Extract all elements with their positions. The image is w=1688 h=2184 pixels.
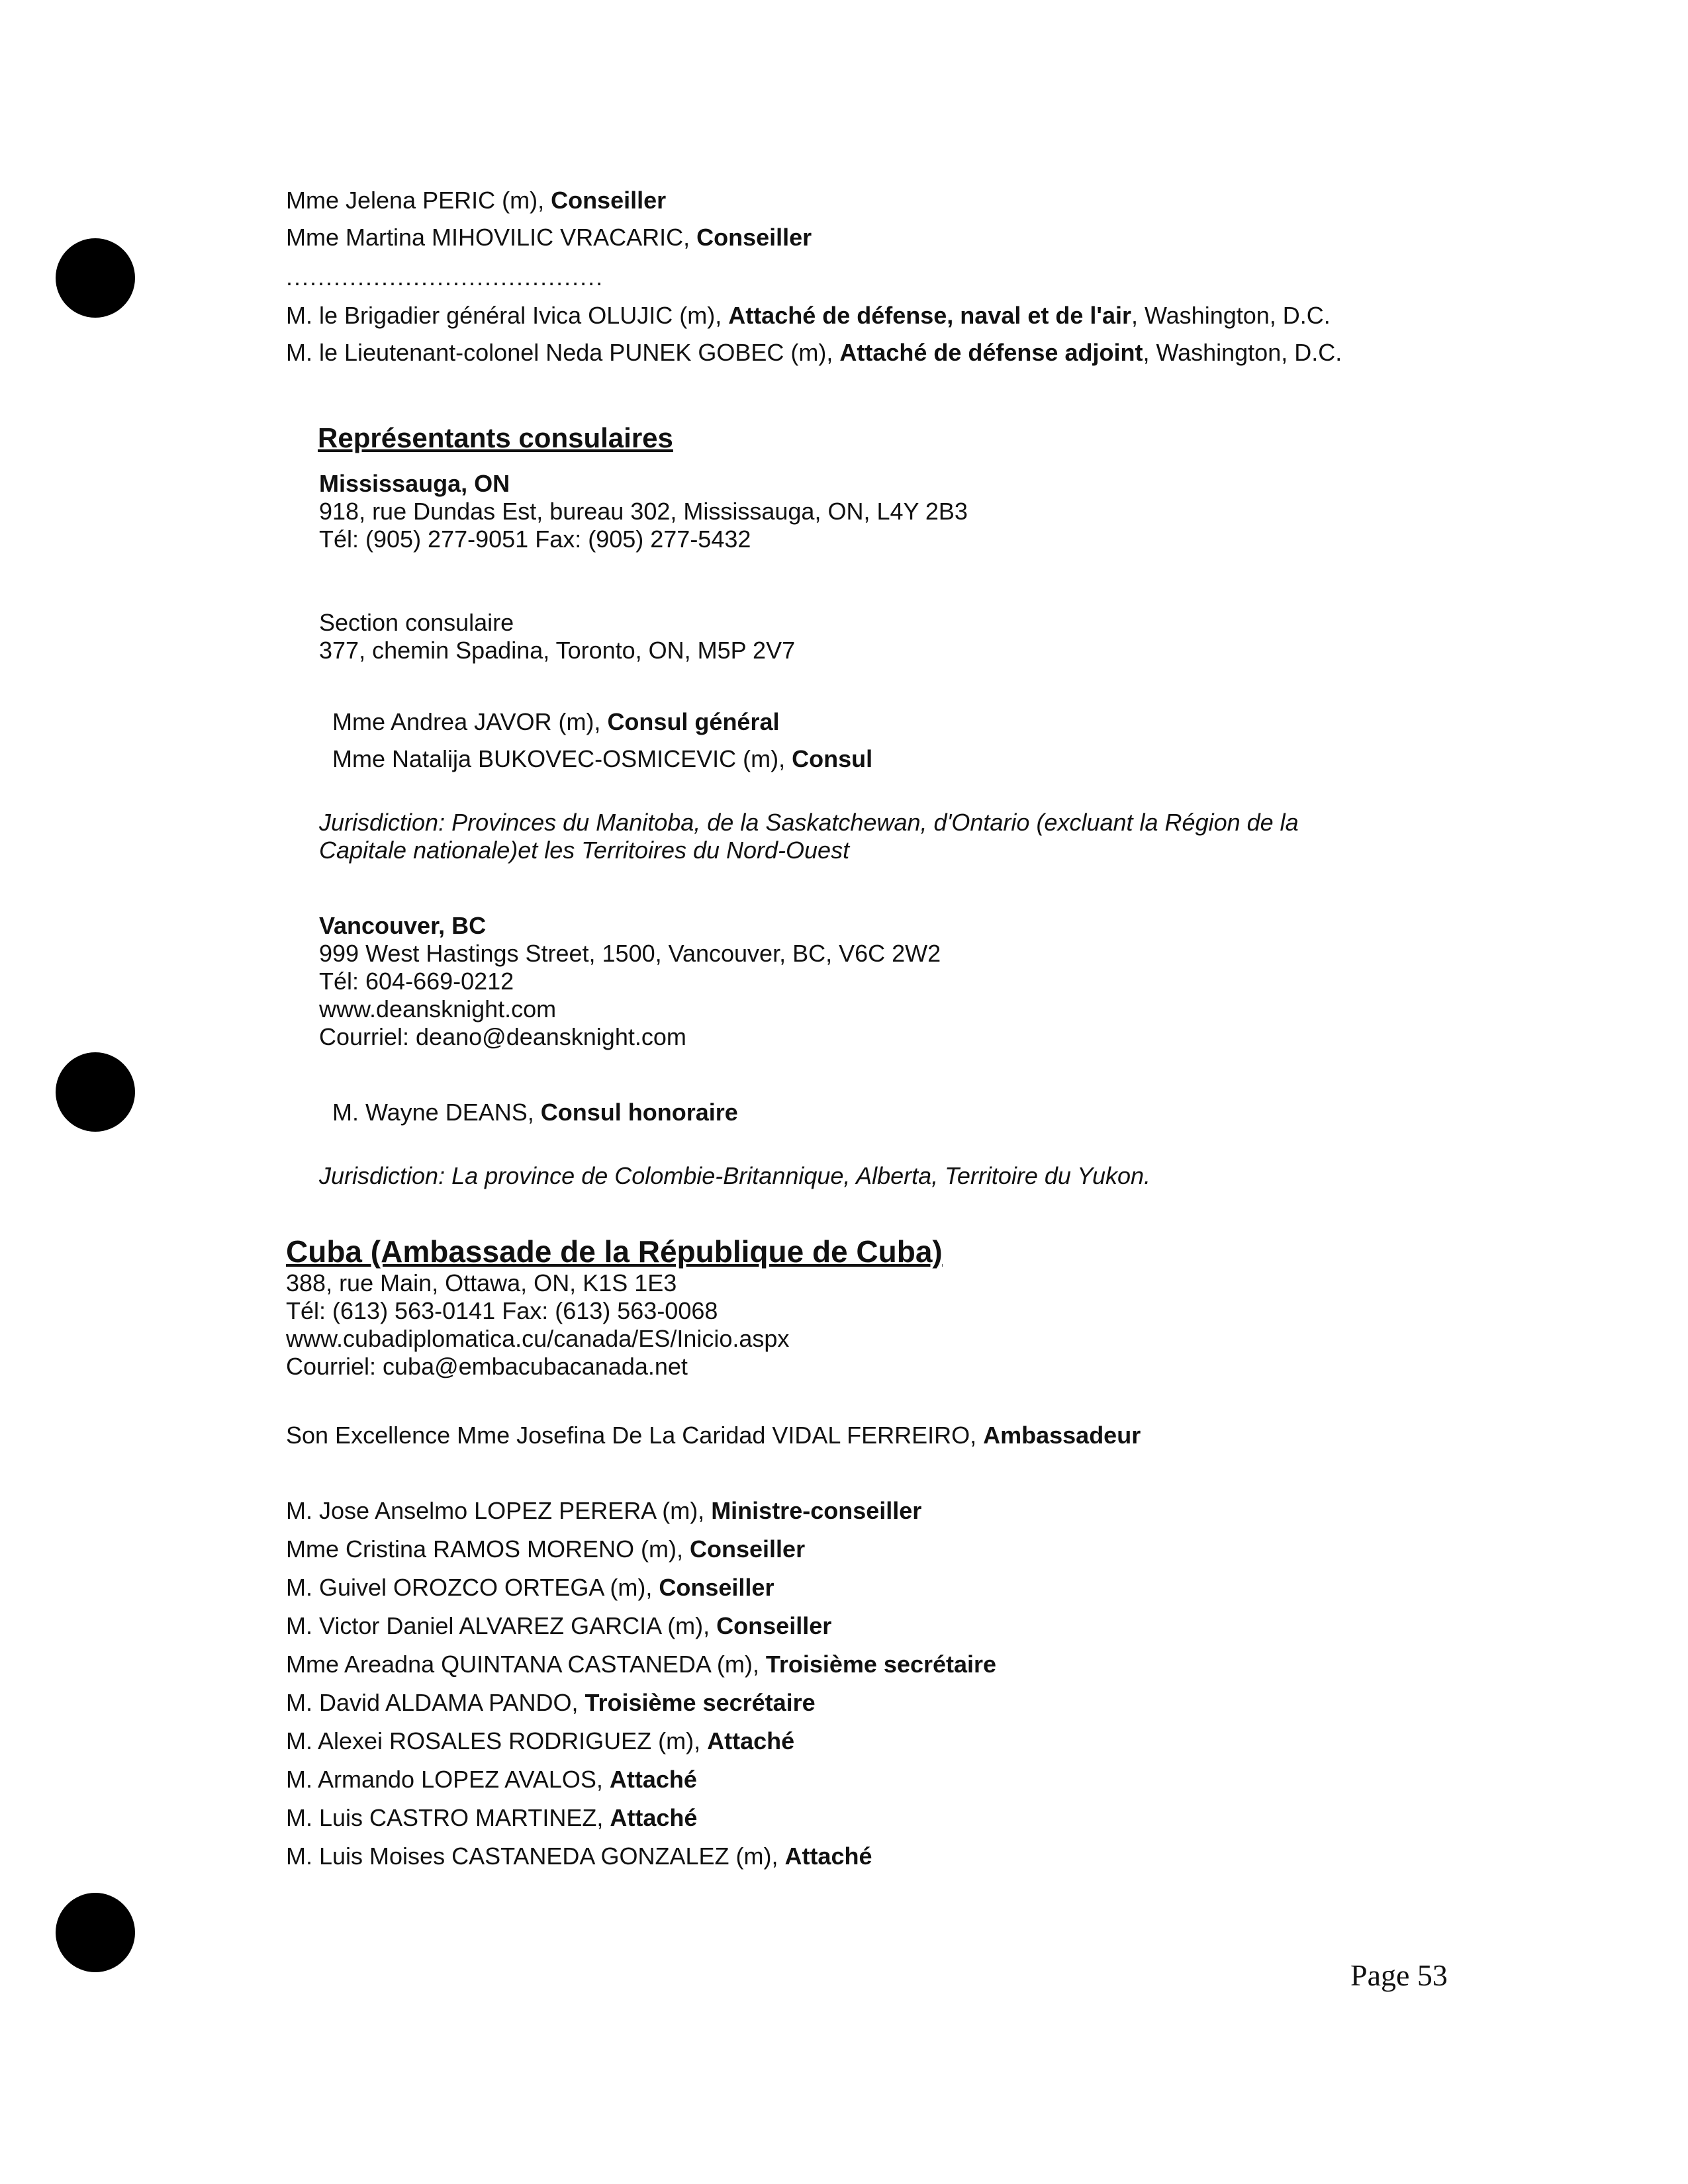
punch-hole-top [56,238,135,318]
staff-entry [286,1612,831,1640]
jurisdiction: Jurisdiction: La province de Colombie-Britannique, Alberta, Territoire du Yukon. [319,1162,1151,1189]
email[interactable]: Courriel: cuba@embacubacanada.net [286,1353,688,1380]
staff-entry [332,1099,738,1126]
staff-name: Mme Natalija BUKOVEC-OSMICEVIC (m), [332,745,792,772]
staff-entry [286,1497,921,1525]
staff-title: Consul honoraire [540,1099,738,1126]
staff-name: Son Excellence Mme Josefina De La Caridad VIDAL FERREIRO, [286,1422,984,1449]
staff-name: Mme Cristina RAMOS MORENO (m), [286,1535,690,1563]
section-address: 377, chemin Spadina, Toronto, ON, M5P 2V7 [319,637,796,664]
staff-title: Troisième secrétaire [765,1651,997,1678]
staff-title: Attaché de défense adjoint [839,339,1143,366]
staff-title: Conseiller [690,1535,806,1563]
staff-entry [332,708,780,736]
vancouver-block [319,912,941,1051]
staff-entry [286,1689,816,1717]
staff-title: Conseiller [716,1612,832,1639]
phone: Tél: (905) 277-9051 Fax: (905) 277-5432 [319,525,751,553]
staff-entry [286,1727,794,1755]
staff-name: M. Jose Anselmo LOPEZ PERERA (m), [286,1497,712,1524]
staff-title: Ministre-conseiller [711,1497,922,1524]
staff-name: M. David ALDAMA PANDO, [286,1689,585,1716]
address: 388, rue Main, Ottawa, ON, K1S 1E3 [286,1269,677,1297]
city-name: Vancouver, BC [319,912,487,939]
staff-name: M. le Lieutenant-colonel Neda PUNEK GOBEC (m), [286,339,840,366]
website-link[interactable]: www.cubadiplomatica.cu/canada/ES/Inicio.aspx [286,1325,790,1352]
staff-title: Conseiller [551,187,667,214]
embassy-contact [286,1269,789,1381]
staff-entry [286,1535,805,1563]
staff-name: Mme Jelena PERIC (m), [286,187,551,214]
staff-name: M. Wayne DEANS, [332,1099,541,1126]
website-link[interactable]: www.deansknight.com [319,995,557,1023]
jurisdiction-line: Capitale nationale)et les Territoires du Nord-Ouest [319,837,850,864]
staff-title: Attaché [784,1843,872,1870]
staff-entry [286,1843,872,1870]
staff-name: Mme Areadna QUINTANA CASTANEDA (m), [286,1651,766,1678]
section-label: Section consulaire [319,609,514,636]
email[interactable]: Courriel: deano@deansknight.com [319,1023,686,1050]
staff-name: Mme Andrea JAVOR (m), [332,708,608,735]
staff-title: Conseiller [659,1574,774,1601]
separator: ........................................ [286,263,604,291]
staff-entry [286,224,812,251]
staff-title: Attaché [707,1727,795,1754]
staff-name: M. Guivel OROZCO ORTEGA (m), [286,1574,659,1601]
staff-entry [332,745,872,773]
staff-title: Attaché de défense, naval et de l'air [728,302,1131,329]
jurisdiction [319,809,1299,864]
staff-name: M. Luis CASTRO MARTINEZ, [286,1804,610,1831]
staff-title: Attaché [610,1804,698,1831]
staff-location: , Washington, D.C. [1143,339,1342,366]
staff-entry [286,1804,697,1832]
city-name: Mississauga, ON [319,470,510,497]
staff-name: Mme Martina MIHOVILIC VRACARIC, [286,224,697,251]
staff-name: M. Alexei ROSALES RODRIGUEZ (m), [286,1727,708,1754]
staff-title: Ambassadeur [983,1422,1141,1449]
consular-section-block [319,609,795,664]
address: 999 West Hastings Street, 1500, Vancouver, BC, V6C 2W2 [319,940,941,967]
staff-name: M. Victor Daniel ALVAREZ GARCIA (m), [286,1612,717,1639]
staff-title: Consul général [607,708,780,735]
mississauga-block [319,470,968,553]
consular-heading: Représentants consulaires [318,422,673,453]
attache-entry [286,339,1342,367]
ambassador-entry [286,1422,1141,1449]
staff-entry [286,1766,697,1794]
staff-title: Troisième secrétaire [585,1689,816,1716]
phone: Tél: (613) 563-0141 Fax: (613) 563-0068 [286,1297,718,1324]
attache-entry [286,302,1331,330]
staff-name: M. le Brigadier général Ivica OLUJIC (m), [286,302,729,329]
punch-hole-middle [56,1052,135,1132]
staff-entry [286,1651,996,1678]
staff-entry [286,1574,774,1602]
staff-name: M. Luis Moises CASTANEDA GONZALEZ (m), [286,1843,785,1870]
staff-title: Consul [792,745,873,772]
staff-entry [286,187,666,214]
punch-hole-bottom [56,1893,135,1972]
phone: Tél: 604-669-0212 [319,968,514,995]
jurisdiction-line: Jurisdiction: Provinces du Manitoba, de la Saskatchewan, d'Ontario (excluant la Région de la [319,809,1299,836]
staff-location: , Washington, D.C. [1131,302,1331,329]
address: 918, rue Dundas Est, bureau 302, Mississauga, ON, L4Y 2B3 [319,498,968,525]
staff-name: M. Armando LOPEZ AVALOS, [286,1766,610,1793]
staff-title: Attaché [609,1766,697,1793]
country-heading: Cuba (Ambassade de la République de Cuba) [286,1234,943,1269]
staff-title: Conseiller [696,224,812,251]
page-number: Page 53 [1350,1958,1448,1992]
